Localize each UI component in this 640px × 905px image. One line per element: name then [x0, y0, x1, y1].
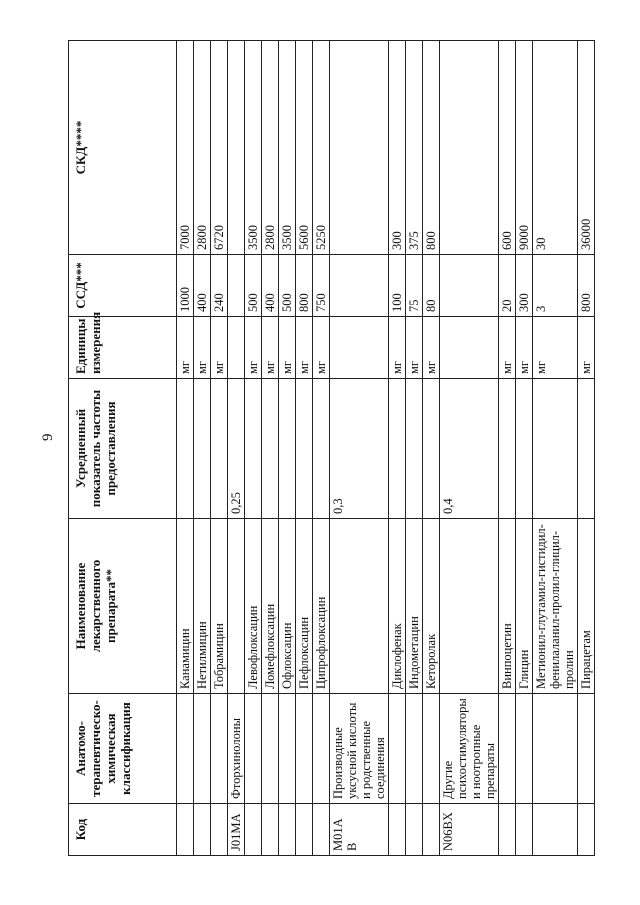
cell-skd: 375	[406, 41, 423, 255]
cell-ssd	[228, 255, 245, 317]
cell-skd: 30	[533, 41, 578, 255]
cell-frequency	[578, 379, 595, 519]
table-row	[330, 41, 389, 856]
cell-ssd: 800	[296, 255, 313, 317]
cell-atc	[578, 694, 595, 804]
cell-ssd: 800	[578, 255, 595, 317]
cell-atc	[177, 694, 194, 804]
cell-frequency	[313, 379, 330, 519]
drug-table	[68, 40, 595, 856]
cell-unit: мг	[313, 317, 330, 379]
table-row	[533, 41, 578, 856]
cell-ssd	[330, 255, 389, 317]
cell-drug	[330, 519, 389, 694]
cell-code: N06BX	[440, 804, 499, 856]
header-ssd: ССД***	[69, 255, 177, 317]
table-row	[406, 41, 423, 856]
cell-unit: мг	[516, 317, 533, 379]
cell-ssd: 100	[389, 255, 406, 317]
cell-unit: мг	[389, 317, 406, 379]
table-row	[313, 41, 330, 856]
cell-ssd: 240	[211, 255, 228, 317]
cell-skd: 7000	[177, 41, 194, 255]
cell-code	[516, 804, 533, 856]
cell-frequency	[516, 379, 533, 519]
cell-ssd: 80	[423, 255, 440, 317]
cell-ssd: 400	[194, 255, 211, 317]
cell-ssd: 400	[262, 255, 279, 317]
cell-unit: мг	[279, 317, 296, 379]
cell-drug: Индометацин	[406, 519, 423, 694]
header-code: Код	[69, 804, 177, 856]
cell-skd: 5250	[313, 41, 330, 255]
cell-unit: мг	[245, 317, 262, 379]
cell-atc	[194, 694, 211, 804]
cell-code	[296, 804, 313, 856]
cell-unit: мг	[296, 317, 313, 379]
cell-code	[279, 804, 296, 856]
cell-drug: Глицин	[516, 519, 533, 694]
cell-code	[499, 804, 516, 856]
cell-unit: мг	[499, 317, 516, 379]
cell-unit: мг	[177, 317, 194, 379]
rotated-table-container	[68, 41, 593, 856]
cell-atc	[533, 694, 578, 804]
cell-atc	[516, 694, 533, 804]
cell-code	[262, 804, 279, 856]
header-skd: СКД****	[69, 41, 177, 255]
cell-code	[406, 804, 423, 856]
cell-skd: 6720	[211, 41, 228, 255]
cell-skd: 800	[423, 41, 440, 255]
cell-atc	[499, 694, 516, 804]
header-atc: Анатомо-терапевтическо-химическая классификация	[69, 694, 177, 804]
page-number: 9	[40, 433, 56, 441]
cell-drug: Офлоксацин	[279, 519, 296, 694]
cell-frequency	[194, 379, 211, 519]
cell-unit: мг	[262, 317, 279, 379]
cell-code: J01MA	[228, 804, 245, 856]
cell-skd: 600	[499, 41, 516, 255]
cell-atc	[423, 694, 440, 804]
cell-frequency	[245, 379, 262, 519]
cell-skd: 9000	[516, 41, 533, 255]
cell-atc	[389, 694, 406, 804]
table-row	[262, 41, 279, 856]
cell-ssd: 500	[245, 255, 262, 317]
cell-frequency	[499, 379, 516, 519]
table-row	[440, 41, 499, 856]
cell-drug: Левофлоксацин	[245, 519, 262, 694]
table-row	[228, 41, 245, 856]
cell-code	[245, 804, 262, 856]
table-row	[279, 41, 296, 856]
cell-frequency	[177, 379, 194, 519]
cell-code	[313, 804, 330, 856]
cell-code	[578, 804, 595, 856]
cell-drug: Винпоцетин	[499, 519, 516, 694]
cell-ssd: 3	[533, 255, 578, 317]
table-row	[177, 41, 194, 856]
header-drug: Наименование лекарственного препарата**	[69, 519, 177, 694]
cell-atc: Фторхинолоны	[228, 694, 245, 804]
table-row	[211, 41, 228, 856]
cell-atc	[211, 694, 228, 804]
table-row	[194, 41, 211, 856]
cell-frequency	[533, 379, 578, 519]
cell-drug	[440, 519, 499, 694]
header-unit: Единицы измерения	[69, 317, 177, 379]
cell-drug: Ципрофлоксацин	[313, 519, 330, 694]
cell-drug	[228, 519, 245, 694]
table-row	[499, 41, 516, 856]
cell-drug: Пефлоксацин	[296, 519, 313, 694]
cell-frequency	[211, 379, 228, 519]
header-frequency: Усредненный показатель частоты предоставления	[69, 379, 177, 519]
cell-frequency	[406, 379, 423, 519]
cell-atc	[406, 694, 423, 804]
cell-unit: мг	[194, 317, 211, 379]
cell-frequency: 0,3	[330, 379, 389, 519]
cell-code	[389, 804, 406, 856]
cell-skd: 2800	[262, 41, 279, 255]
cell-code	[423, 804, 440, 856]
cell-code	[194, 804, 211, 856]
cell-skd: 2800	[194, 41, 211, 255]
cell-skd: 300	[389, 41, 406, 255]
table-row	[245, 41, 262, 856]
cell-drug: Тобрамицин	[211, 519, 228, 694]
table-header-row	[69, 41, 177, 856]
cell-frequency: 0,4	[440, 379, 499, 519]
cell-ssd: 20	[499, 255, 516, 317]
cell-skd: 36000	[578, 41, 595, 255]
cell-unit: мг	[423, 317, 440, 379]
cell-ssd: 75	[406, 255, 423, 317]
cell-unit: мг	[578, 317, 595, 379]
cell-atc	[279, 694, 296, 804]
table-row	[389, 41, 406, 856]
cell-atc	[313, 694, 330, 804]
cell-drug: Кеторолак	[423, 519, 440, 694]
cell-ssd: 750	[313, 255, 330, 317]
cell-skd: 5600	[296, 41, 313, 255]
table-row	[578, 41, 595, 856]
cell-atc	[296, 694, 313, 804]
cell-unit	[330, 317, 389, 379]
cell-drug: Канамицин	[177, 519, 194, 694]
cell-drug: Ломефлоксацин	[262, 519, 279, 694]
cell-skd	[440, 41, 499, 255]
cell-skd: 3500	[245, 41, 262, 255]
cell-frequency: 0,25	[228, 379, 245, 519]
table-row	[296, 41, 313, 856]
cell-unit	[228, 317, 245, 379]
table-body	[177, 41, 595, 856]
cell-frequency	[389, 379, 406, 519]
cell-drug: Нетилмицин	[194, 519, 211, 694]
cell-atc: Производные уксусной кислоты и родственные соединения	[330, 694, 389, 804]
table-row	[516, 41, 533, 856]
cell-drug: Метионил-глутамил-гистидил-фенилаланил-пролил-глицил-пролин	[533, 519, 578, 694]
cell-drug: Пирацетам	[578, 519, 595, 694]
cell-code	[533, 804, 578, 856]
cell-skd: 3500	[279, 41, 296, 255]
cell-ssd: 300	[516, 255, 533, 317]
cell-atc	[245, 694, 262, 804]
cell-atc: Другие психостимуляторы и ноотропные препараты	[440, 694, 499, 804]
cell-code	[211, 804, 228, 856]
cell-frequency	[279, 379, 296, 519]
cell-ssd	[440, 255, 499, 317]
cell-code: M01A B	[330, 804, 389, 856]
cell-code	[177, 804, 194, 856]
cell-ssd: 500	[279, 255, 296, 317]
cell-drug: Диклофенак	[389, 519, 406, 694]
cell-frequency	[296, 379, 313, 519]
table-row	[423, 41, 440, 856]
cell-unit	[440, 317, 499, 379]
cell-unit: мг	[533, 317, 578, 379]
cell-unit: мг	[211, 317, 228, 379]
cell-skd	[330, 41, 389, 255]
cell-skd	[228, 41, 245, 255]
cell-frequency	[423, 379, 440, 519]
cell-frequency	[262, 379, 279, 519]
cell-ssd: 1000	[177, 255, 194, 317]
cell-atc	[262, 694, 279, 804]
cell-unit: мг	[406, 317, 423, 379]
